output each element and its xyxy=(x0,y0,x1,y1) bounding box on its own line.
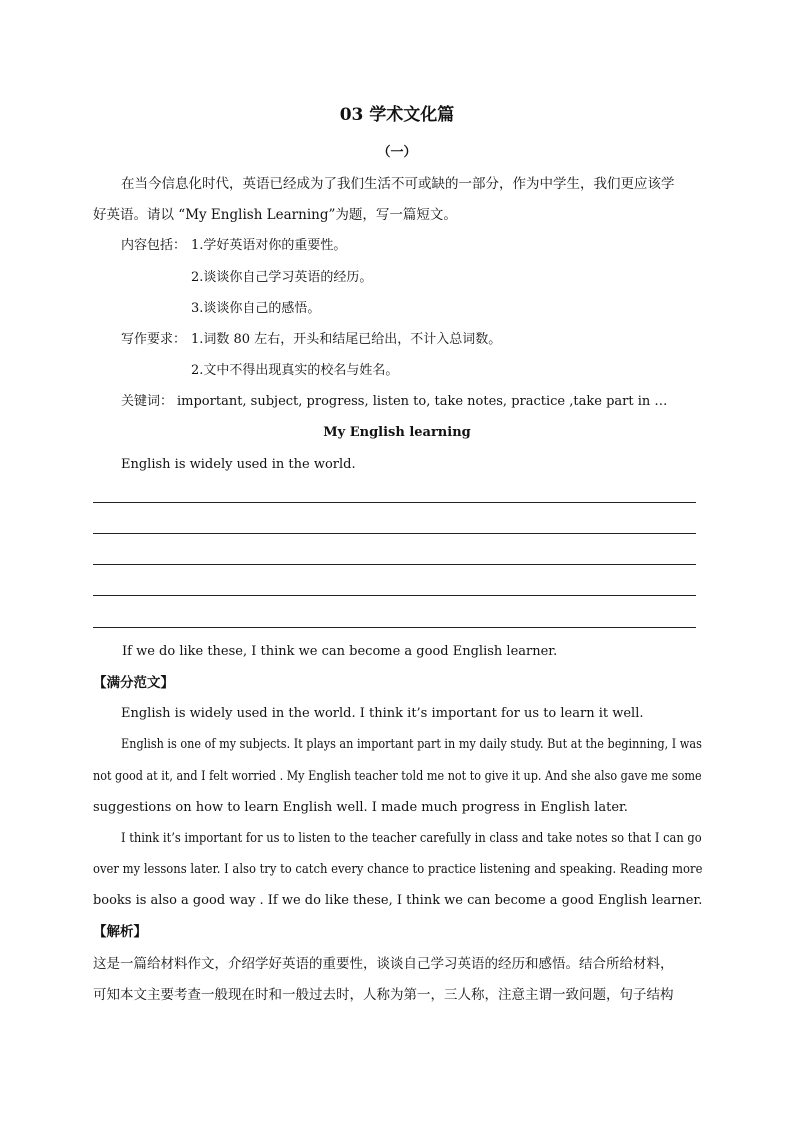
model-paragraph-line: not good at it, and I felt worried . My English teacher told me not to give it up. And she also gave me some xyxy=(93,769,702,784)
prompt-line: 在当今信息化时代，英语已经成为了我们生活不可或缺的一部分，作为中学生，我们更应该学 xyxy=(121,176,675,192)
analysis-line: 可知本文主要考查一般现在时和一般过去时，人称为第一，三人称，注意主谓一致问题，句子结构 xyxy=(93,987,674,1003)
writing-line xyxy=(93,533,696,534)
requirement-item: 1.词数 80 左右，开头和结尾已给出，不计入总词数。 xyxy=(191,332,502,347)
writing-line xyxy=(93,627,696,628)
requirement-item: 2.文中不得出现真实的校名与姓名。 xyxy=(191,363,399,378)
content-item: 3.谈谈你自己的感悟。 xyxy=(191,301,321,316)
essay-title: My English learning xyxy=(323,425,471,440)
model-paragraph-line: I think it’s important for us to listen to the teacher carefully in class and take notes so that I can go xyxy=(121,831,702,846)
writing-line xyxy=(93,502,696,503)
content-label: 内容包括： xyxy=(121,238,187,253)
model-paragraph-line: books is also a good way . If we do like these, I think we can become a good English learner. xyxy=(93,893,703,908)
essay-opening: English is widely used in the world. xyxy=(121,457,356,472)
content-item: 2.谈谈你自己学习英语的经历。 xyxy=(191,270,373,285)
essay-closing: If we do like these, I think we can become a good English learner. xyxy=(122,644,558,659)
writing-line xyxy=(93,564,696,565)
model-paragraph-line: suggestions on how to learn English well. I made much progress in English later. xyxy=(93,800,628,815)
keywords-label: 关键词： xyxy=(121,394,174,409)
content-item: 1.学好英语对你的重要性。 xyxy=(191,238,347,253)
prompt-line: 好英语。请以 “My English Learning”为题，写一篇短文。 xyxy=(93,207,457,223)
analysis-line: 这是一篇给材料作文，介绍学好英语的重要性，谈谈自己学习英语的经历和感悟。结合所给材料， xyxy=(93,956,674,972)
keywords: important, subject, progress, listen to, take notes, practice ,take part in … xyxy=(177,394,668,409)
model-heading: 【满分范文】 xyxy=(93,675,174,691)
page-title: 03 学术文化篇 xyxy=(339,105,455,125)
subtitle: （一） xyxy=(377,145,417,160)
writing-line xyxy=(93,595,696,596)
analysis-heading: 【解析】 xyxy=(93,924,147,940)
requirements-label: 写作要求： xyxy=(121,332,187,347)
model-paragraph-line: English is one of my subjects. It plays an important part in my daily study. But at the beginning, I was xyxy=(121,737,702,752)
model-paragraph-line: over my lessons later. I also try to catch every chance to practice listening and speaking. Reading more xyxy=(93,862,703,877)
model-paragraph-line: English is widely used in the world. I think it’s important for us to learn it well. xyxy=(121,706,644,721)
